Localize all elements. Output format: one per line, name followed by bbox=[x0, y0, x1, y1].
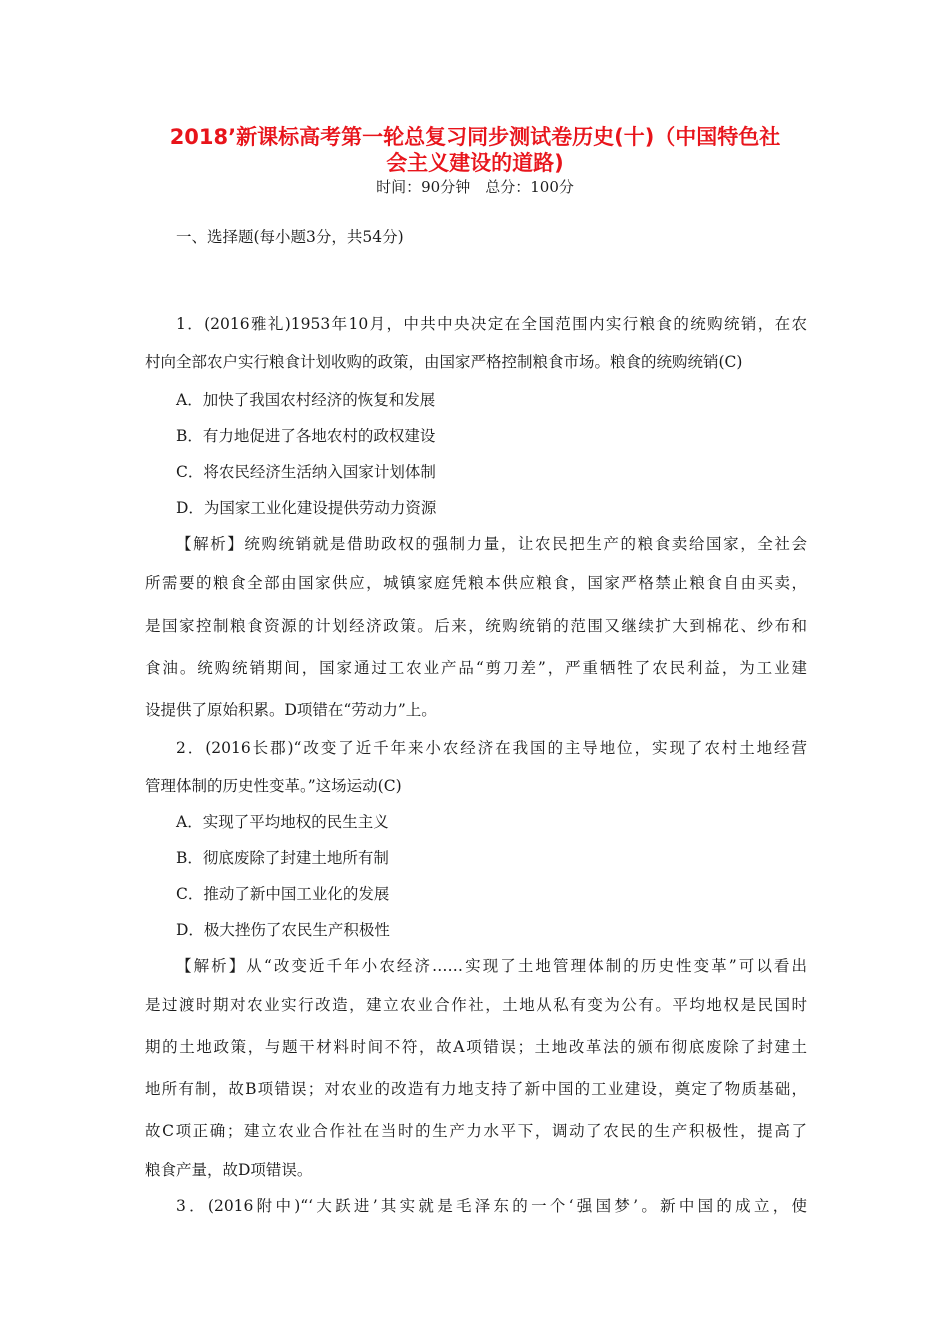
q1-option-c: C．将农民经济生活纳入国家计划体制 bbox=[176, 463, 436, 481]
exam-time-score: 时间：90分钟 总分：100分 bbox=[376, 178, 574, 196]
q1-analysis-line-1: 【解析】统购统销就是借助政权的强制力量，让农民把生产的粮食卖给国家，全社会 bbox=[176, 535, 807, 553]
q2-stem-line-2: 管理体制的历史性变革。”这场运动(C) bbox=[145, 777, 402, 795]
document-title-line-2: 会主义建设的道路) bbox=[386, 151, 564, 175]
q1-analysis-line-5: 设提供了原始积累。D项错在“劳动力”上。 bbox=[145, 701, 437, 719]
q1-stem-line-1: 1．(2016雅礼)1953年10月，中共中央决定在全国范围内实行粮食的统购统销，在农 bbox=[176, 315, 807, 333]
q2-option-c: C．推动了新中国工业化的发展 bbox=[176, 885, 390, 903]
q2-option-d: D．极大挫伤了农民生产积极性 bbox=[176, 921, 390, 939]
q2-analysis-line-2: 是过渡时期对农业实行改造，建立农业合作社，土地从私有变为公有。平均地权是民国时 bbox=[145, 996, 807, 1014]
q2-option-a: A．实现了平均地权的民生主义 bbox=[176, 813, 389, 831]
q2-stem-line-1: 2．(2016长郡)“改变了近千年来小农经济在我国的主导地位，实现了农村土地经营 bbox=[176, 739, 807, 757]
q2-analysis-line-5: 故C项正确；建立农业合作社在当时的生产力水平下，调动了农民的生产积极性，提高了 bbox=[145, 1122, 807, 1140]
q2-analysis-line-4: 地所有制，故B项错误；对农业的改造有力地支持了新中国的工业建设，奠定了物质基础， bbox=[145, 1080, 807, 1098]
q2-option-b: B．彻底废除了封建土地所有制 bbox=[176, 849, 389, 867]
q1-analysis-line-4: 食油。统购统销期间，国家通过工农业产品“剪刀差”，严重牺牲了农民利益，为工业建 bbox=[145, 659, 807, 677]
document-title-line-1: 2018’新课标高考第一轮总复习同步测试卷历史(十)（中国特色社 bbox=[169, 125, 781, 149]
section-heading: 一、选择题(每小题3分，共54分) bbox=[176, 228, 404, 246]
q1-analysis-line-2: 所需要的粮食全部由国家供应，城镇家庭凭粮本供应粮食，国家严格禁止粮食自由买卖， bbox=[145, 574, 807, 592]
q3-stem-line-1: 3．(2016附中)“‘大跃进’其实就是毛泽东的一个‘强国梦’。新中国的成立，使 bbox=[176, 1197, 807, 1215]
q1-analysis-line-3: 是国家控制粮食资源的计划经济政策。后来，统购统销的范围又继续扩大到棉花、纱布和 bbox=[145, 617, 807, 635]
q2-analysis-line-6: 粮食产量，故D项错误。 bbox=[145, 1161, 313, 1179]
q1-option-d: D．为国家工业化建设提供劳动力资源 bbox=[176, 499, 437, 517]
q2-analysis-line-1: 【解析】从“改变近千年小农经济……实现了土地管理体制的历史性变革”可以看出 bbox=[176, 957, 807, 975]
q1-option-b: B．有力地促进了各地农村的政权建设 bbox=[176, 427, 436, 445]
q1-option-a: A．加快了我国农村经济的恢复和发展 bbox=[176, 391, 436, 409]
q1-stem-line-2: 村向全部农户实行粮食计划收购的政策，由国家严格控制粮食市场。粮食的统购统销(C) bbox=[145, 353, 743, 371]
q2-analysis-line-3: 期的土地政策，与题干材料时间不符，故A项错误；土地改革法的颁布彻底废除了封建土 bbox=[145, 1038, 807, 1056]
